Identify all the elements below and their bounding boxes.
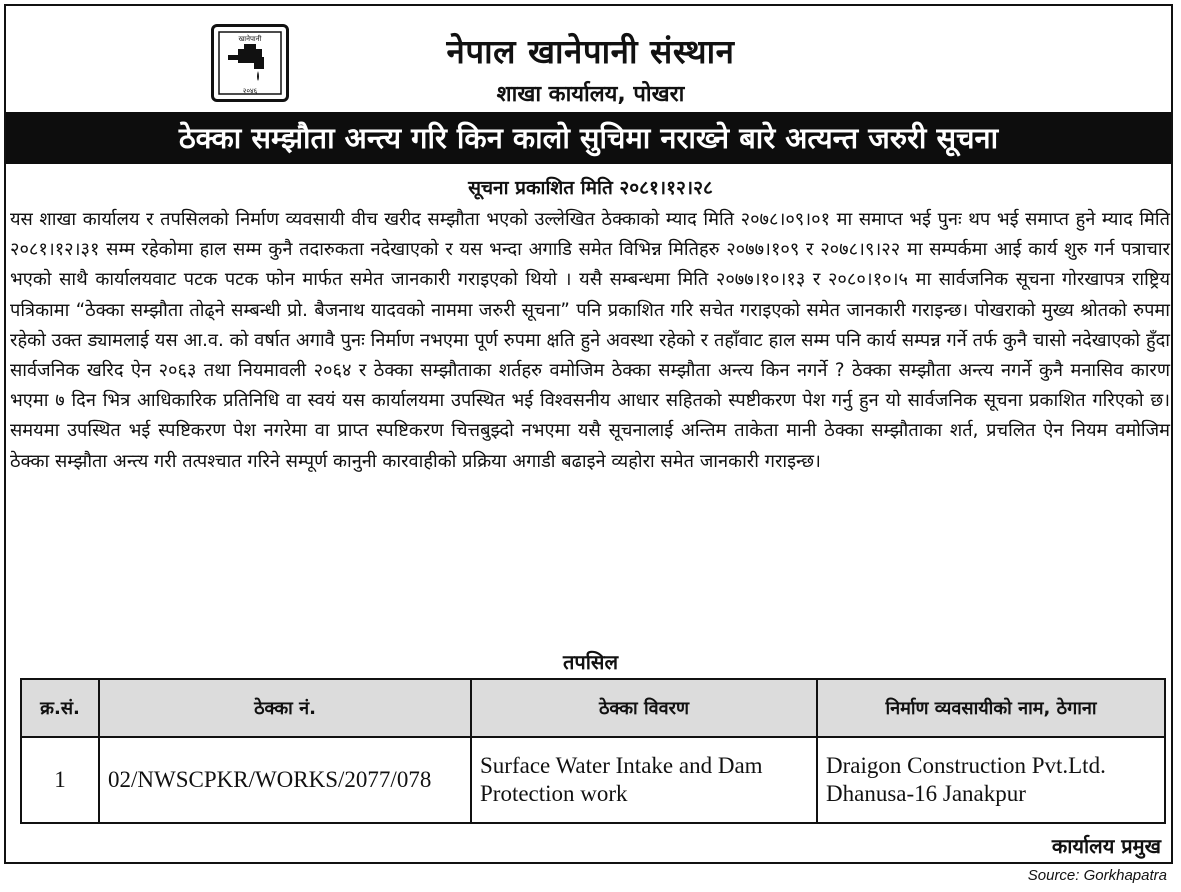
notice-body: यस शाखा कार्यालय र तपसिलको निर्माण व्यवसायी वीच खरीद सम्झौता भएको उल्लेखित ठेक्काको म्याद मिति २०७८।०९।०१ मा समाप्त भई पुनः थप भई समाप्त हुने म्याद मिति २०८१।१२।३१ सम्म रहेकोमा हाल सम्म कुनै तदारुकता नदेखाएको र यस भन्दा अगाडि समेत विभिन्न मितिहरु २०७७।१०९ र २०७८।९।२२ मा सम्पर्कमा आई कार्य शुरु गर्न पत्राचार भएको साथै कार्यालयवाट पटक पटक फोन मार्फत समेत जानकारी गराइएको थियो । यसै सम्बन्धमा मिति २०७७।१०।१३ र २०८०।१०।५ मा सार्वजनिक सूचना गोरखापत्र राष्ट्रिय पत्रिकामा “ठेक्का सम्झौता तोढ्ने सम्बन्धी प्रो. बैजनाथ यादवको नाममा जरुरी सूचना” पनि प्रकाशित गरि सचेत गराइएको समेत जानकारी गराइन्छ। पोखराको मुख्य श्रोतको रुपमा रहेको उक्त ड्यामलाई यस आ.व. को वर्षात अगावै पुनः निर्माण नभएमा पूर्ण रुपमा क्षति हुने अवस्था रहेको र तहाँवाट हाल सम्म पनि कार्य सम्पन्न गर्ने तर्फ कुनै चासो नदेखाएको हुँदा सार्वजनिक खरिद ऐन २०६३ तथा नियमावली २०६४ र ठेक्का सम्झौताका शर्तहरु वमोजिम ठेक्का सम्झौता अन्त्य किन नगर्ने ? ठेक्का सम्झौता अन्त्य नगर्ने कुनै मनासिव कारण भएमा ७ दिन भित्र आधिकारिक प्रतिनिधि वा स्वयं यस कार्यालयमा उपस्थित भई विश्वसनीय आधार सहितको स्पष्टीकरण पेश गर्नु हुन यो सार्वजनिक सूचना प्रकाशित गरिएको छ। समयमा उपस्थित भई स्पष्टिकरण पेश नगरेमा वा प्राप्त स्पष्टिकरण चित्तबुझ्दो नभएमा यसै सूचनालाई अन्तिम ताकेता मानी ठेक्का सम्झौताका शर्त, प्रचलित ऐन नियम वमोजिम ठेक्का सम्झौता अन्त्य गरी तत्पश्चात गरिने सम्पूर्ण कानुनी कारवाहीको प्रक्रिया अगाडी बढाइने व्यहोरा समेत जानकारी गराइन्छ।	[10, 209, 1170, 472]
svg-text:खानेपानी: खानेपानी	[238, 35, 262, 43]
table-header-row	[21, 679, 1165, 737]
header-description: ठेक्का विवरण	[471, 679, 817, 737]
source-credit: Source: Gorkhapatra	[1027, 867, 1167, 884]
branch-office: शाखा कार्यालय, पोखरा	[496, 82, 685, 107]
notice-title-banner: ठेक्का सम्झौता अन्त्य गरि किन कालो सुचिमा नराख्ने बारे अत्यन्त जरुरी सूचना	[6, 112, 1171, 164]
schedule-title: तपसिल	[562, 650, 619, 674]
cell-description: Surface Water Intake and Dam Protection work	[471, 737, 817, 823]
contract-schedule-table	[20, 678, 1166, 824]
cell-contractor: Draigon Construction Pvt.Ltd. Dhanusa-16 Janakpur	[817, 737, 1165, 823]
header-contractor: निर्माण व्यवसायीको नाम, ठेगाना	[817, 679, 1165, 737]
publication-date: सूचना प्रकाशित मिति २०८१।१२।२८	[468, 177, 713, 199]
header-serial: क्र.सं.	[21, 679, 99, 737]
notice-header	[6, 6, 1171, 112]
svg-text:२०४६: २०४६	[242, 87, 258, 95]
cell-contract-no: 02/NWSCPKR/WORKS/2077/078	[99, 737, 471, 823]
organization-name: नेपाल खानेपानी संस्थान	[446, 32, 735, 71]
office-chief-signature: कार्यालय प्रमुख	[1051, 834, 1161, 858]
table-row	[21, 737, 1165, 823]
header-contract-no: ठेक्का नं.	[99, 679, 471, 737]
cell-serial: 1	[21, 737, 99, 823]
